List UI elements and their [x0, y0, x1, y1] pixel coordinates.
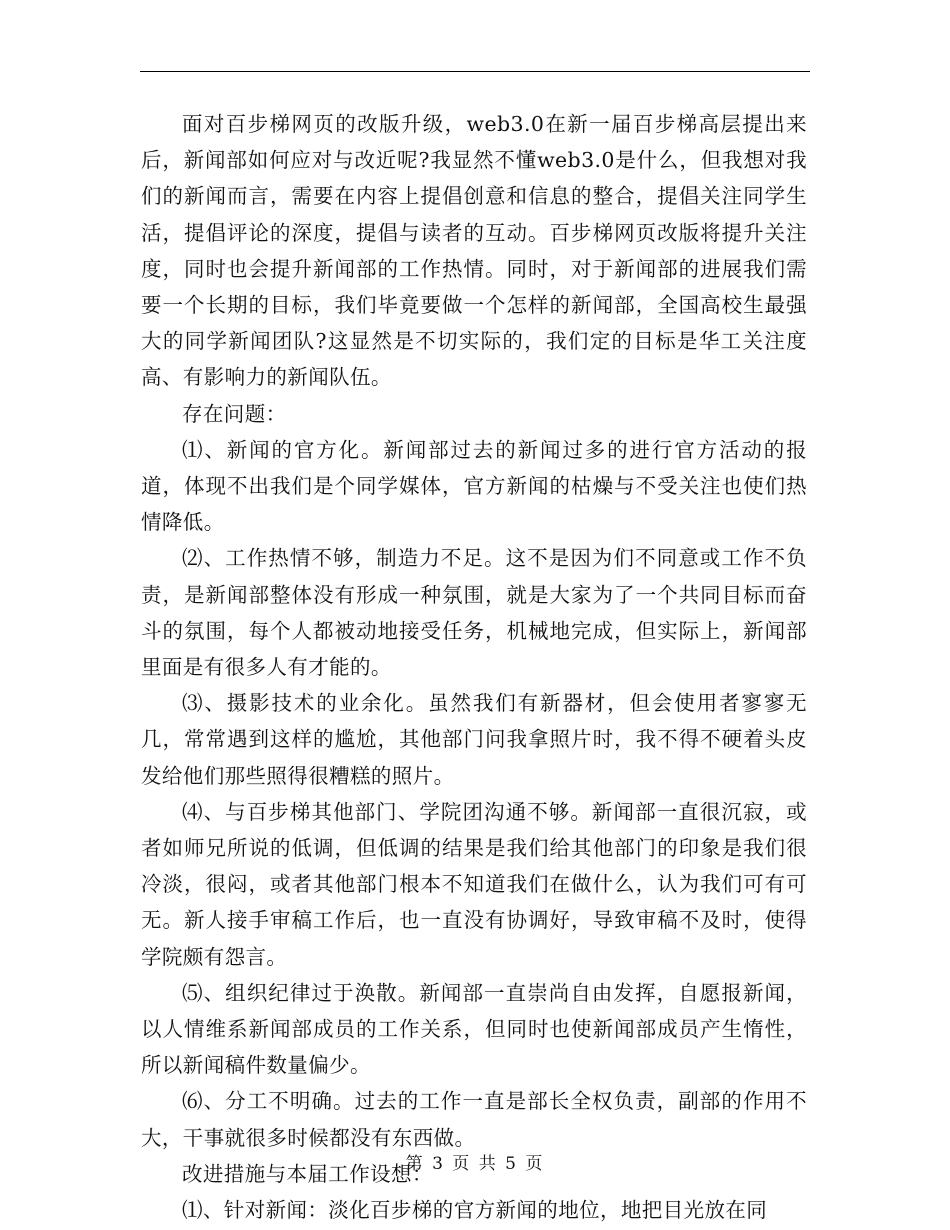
- problem-item-1: ⑴、新闻的官方化。新闻部过去的新闻过多的进行官方活动的报道，体现不出我们是个同学媒体，官方新闻的枯燥与不受关注也使们热情降低。: [141, 437, 807, 535]
- header-rule: [140, 71, 810, 72]
- heading-improvements: 改进措施与本届工作设想：: [182, 1161, 433, 1186]
- problem-item-5: ⑸、组织纪律过于涣散。新闻部一直崇尚自由发挥，自愿报新闻，以人情维系新闻部成员的工作关系，但同时也使新闻部成员产生惰性，所以新闻稿件数量偏少。: [141, 980, 807, 1078]
- page-number: 第 3 页 共 5 页: [405, 1154, 545, 1174]
- problem-item-4: ⑷、与百步梯其他部门、学院团沟通不够。新闻部一直很沉寂，或者如师兄所说的低调，但低调的结果是我们给其他部门的印象是我们很冷淡，很闷，或者其他部门根本不知道我们在做什么，认为我们可有可无。新人接手审稿工作后，也一直没有协调好，导致审稿不及时，使得学院颇有怨言。: [141, 799, 807, 969]
- problem-item-6: ⑹、分工不明确。过去的工作一直是部长全权负责，副部的作用不大，干事就很多时候都没有东西做。: [141, 1089, 807, 1150]
- paragraph-intro: 面对百步梯网页的改版升级，web3.0在新一届百步梯高层提出来后，新闻部如何应对与改近呢?我显然不懂web3.0是什么，但我想对我们的新闻而言，需要在内容上提倡创意和信息的整合，提倡关注同学生活，提倡评论的深度，提倡与读者的互动。百步梯网页改版将提升关注度，同时也会提升新闻部的工作热情。同时，对于新闻部的进展我们需要一个长期的目标，我们毕竟要做一个怎样的新闻部，全国高校生最强大的同学新闻团队?这显然是不切实际的，我们定的目标是华工关注度高、有影响力的新闻队伍。: [141, 112, 807, 390]
- heading-problems: 存在问题：: [182, 401, 287, 426]
- document-body: [141, 106, 807, 1228]
- problem-item-3: ⑶、摄影技术的业余化。虽然我们有新器材，但会使用者寥寥无几，常常遇到这样的尴尬，其他部门问我拿照片时，我不得不硬着头皮发给他们那些照得很糟糕的照片。: [141, 691, 807, 788]
- improvement-item-1: ⑴、针对新闻：淡化百步梯的官方新闻的地位，地把目光放在同: [182, 1198, 768, 1223]
- problem-item-2: ⑵、工作热情不够，制造力不足。这不是因为们不同意或工作不负责，是新闻部整体没有形成一种氛围，就是大家为了一个共同目标而奋斗的氛围，每个人都被动地接受任务，机械地完成，但实际上，新闻部里面是有很多人有才能的。: [141, 546, 807, 680]
